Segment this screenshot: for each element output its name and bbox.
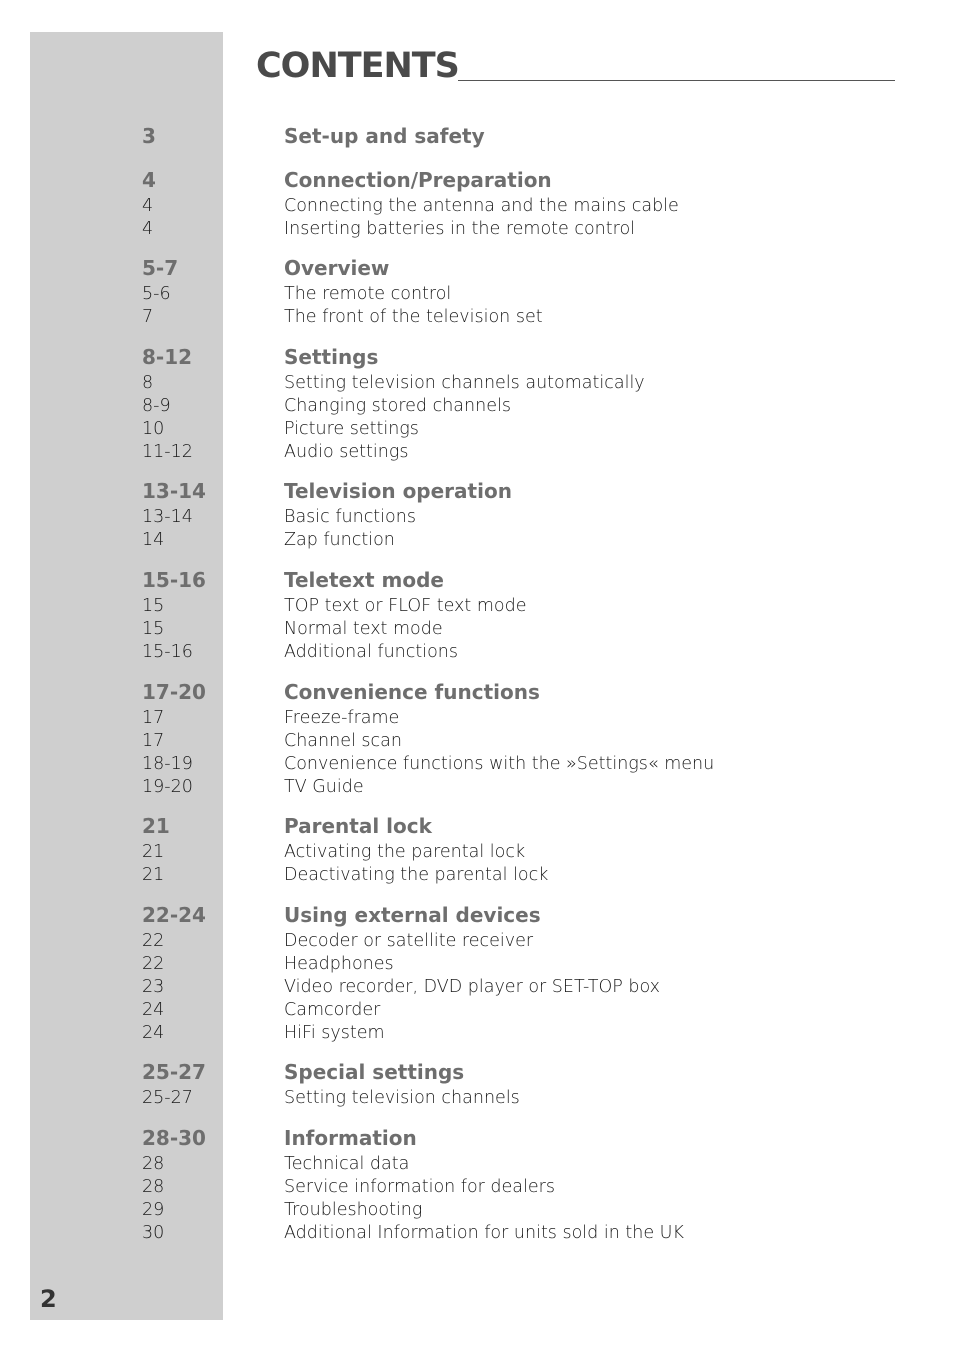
entry-page-number: 15 <box>142 619 165 639</box>
toc-entry[interactable] <box>0 507 954 530</box>
section-page-number: 3 <box>142 124 156 148</box>
entry-page-number: 14 <box>142 530 165 550</box>
toc-entry[interactable] <box>0 842 954 865</box>
entry-page-number: 4 <box>142 196 154 216</box>
toc-section <box>0 814 954 888</box>
section-title: Special settings <box>284 1060 465 1084</box>
toc-entry[interactable] <box>0 442 954 465</box>
entry-title: Connecting the antenna and the mains cable <box>284 196 679 216</box>
entry-title: Activating the parental lock <box>284 842 526 862</box>
entry-page-number: 22 <box>142 954 165 974</box>
toc-entry[interactable] <box>0 284 954 307</box>
section-page-number: 17-20 <box>142 680 206 704</box>
toc-entry[interactable] <box>0 1088 954 1111</box>
entry-page-number: 18-19 <box>142 754 193 774</box>
entry-page-number: 28 <box>142 1154 165 1174</box>
toc-section <box>0 124 954 152</box>
toc-entry[interactable] <box>0 865 954 888</box>
entry-page-number: 24 <box>142 1000 165 1020</box>
entry-title: HiFi system <box>284 1023 385 1043</box>
page-number: 2 <box>40 1285 57 1313</box>
entry-page-number: 23 <box>142 977 165 997</box>
entry-title: Troubleshooting <box>284 1200 423 1220</box>
toc-entry[interactable] <box>0 396 954 419</box>
toc-entry[interactable] <box>0 1000 954 1023</box>
title-rule <box>458 80 895 81</box>
entry-page-number: 22 <box>142 931 165 951</box>
entry-title: Additional Information for units sold in the UK <box>284 1223 684 1243</box>
toc-entry[interactable] <box>0 777 954 800</box>
toc-section <box>0 256 954 330</box>
entry-title: Changing stored channels <box>284 396 511 416</box>
toc-section <box>0 1126 954 1246</box>
section-title: Parental lock <box>284 814 432 838</box>
toc-entry[interactable] <box>0 530 954 553</box>
toc-entry[interactable] <box>0 596 954 619</box>
section-heading[interactable] <box>0 1060 954 1088</box>
section-heading[interactable] <box>0 124 954 152</box>
toc-section <box>0 568 954 665</box>
toc-entry[interactable] <box>0 419 954 442</box>
toc-entry[interactable] <box>0 373 954 396</box>
section-page-number: 4 <box>142 168 156 192</box>
toc-section <box>0 1060 954 1111</box>
entry-page-number: 15-16 <box>142 642 193 662</box>
entry-title: Deactivating the parental lock <box>284 865 549 885</box>
section-title: Connection/Preparation <box>284 168 552 192</box>
entry-page-number: 24 <box>142 1023 165 1043</box>
entry-title: Convenience functions with the »Settings« menu <box>284 754 715 774</box>
entry-title: The front of the television set <box>284 307 543 327</box>
section-page-number: 22-24 <box>142 903 206 927</box>
section-title: Settings <box>284 345 379 369</box>
toc-entry[interactable] <box>0 954 954 977</box>
entry-page-number: 7 <box>142 307 154 327</box>
toc-section <box>0 479 954 553</box>
entry-title: Channel scan <box>284 731 402 751</box>
entry-page-number: 30 <box>142 1223 165 1243</box>
page-title: CONTENTS <box>256 46 459 86</box>
section-heading[interactable] <box>0 256 954 284</box>
toc-entry[interactable] <box>0 1154 954 1177</box>
entry-page-number: 17 <box>142 731 165 751</box>
toc-section <box>0 903 954 1046</box>
entry-page-number: 8 <box>142 373 154 393</box>
section-title: Set-up and safety <box>284 124 485 148</box>
section-title: Information <box>284 1126 417 1150</box>
entry-page-number: 11-12 <box>142 442 193 462</box>
section-page-number: 13-14 <box>142 479 206 503</box>
section-heading[interactable] <box>0 345 954 373</box>
toc-entry[interactable] <box>0 619 954 642</box>
toc-entry[interactable] <box>0 1200 954 1223</box>
section-heading[interactable] <box>0 568 954 596</box>
entry-title: Technical data <box>284 1154 410 1174</box>
entry-page-number: 19-20 <box>142 777 193 797</box>
entry-title: Audio settings <box>284 442 409 462</box>
entry-title: The remote control <box>284 284 452 304</box>
section-page-number: 8-12 <box>142 345 193 369</box>
entry-title: TV Guide <box>284 777 364 797</box>
entry-page-number: 21 <box>142 865 165 885</box>
toc-entry[interactable] <box>0 307 954 330</box>
entry-page-number: 15 <box>142 596 165 616</box>
section-title: Television operation <box>284 479 512 503</box>
entry-title: Zap function <box>284 530 395 550</box>
entry-page-number: 5-6 <box>142 284 171 304</box>
entry-page-number: 25-27 <box>142 1088 193 1108</box>
section-heading[interactable] <box>0 1126 954 1154</box>
section-heading[interactable] <box>0 680 954 708</box>
section-page-number: 15-16 <box>142 568 206 592</box>
section-heading[interactable] <box>0 814 954 842</box>
entry-title: Picture settings <box>284 419 419 439</box>
entry-title: Setting television channels <box>284 1088 520 1108</box>
toc-section <box>0 345 954 465</box>
entry-title: Basic functions <box>284 507 416 527</box>
entry-title: Camcorder <box>284 1000 381 1020</box>
toc-entry[interactable] <box>0 1023 954 1046</box>
toc-entry[interactable] <box>0 642 954 665</box>
toc-entry[interactable] <box>0 731 954 754</box>
toc-entry[interactable] <box>0 1177 954 1200</box>
entry-title: Service information for dealers <box>284 1177 555 1197</box>
entry-title: Decoder or satellite receiver <box>284 931 534 951</box>
section-heading[interactable] <box>0 168 954 196</box>
entry-page-number: 17 <box>142 708 165 728</box>
section-heading[interactable] <box>0 903 954 931</box>
entry-page-number: 13-14 <box>142 507 193 527</box>
entry-page-number: 8-9 <box>142 396 171 416</box>
toc-entry[interactable] <box>0 977 954 1000</box>
toc-entry[interactable] <box>0 708 954 731</box>
toc-entry[interactable] <box>0 931 954 954</box>
entry-page-number: 29 <box>142 1200 165 1220</box>
section-title: Using external devices <box>284 903 541 927</box>
section-heading[interactable] <box>0 479 954 507</box>
entry-title: TOP text or FLOF text mode <box>284 596 527 616</box>
entry-page-number: 28 <box>142 1177 165 1197</box>
entry-title: Additional functions <box>284 642 459 662</box>
entry-page-number: 4 <box>142 219 154 239</box>
entry-title: Headphones <box>284 954 394 974</box>
toc-entry[interactable] <box>0 219 954 242</box>
toc-entry[interactable] <box>0 1223 954 1246</box>
section-title: Convenience functions <box>284 680 540 704</box>
section-page-number: 25-27 <box>142 1060 206 1084</box>
entry-title: Inserting batteries in the remote control <box>284 219 636 239</box>
section-page-number: 5-7 <box>142 256 179 280</box>
section-title: Overview <box>284 256 390 280</box>
entry-title: Setting television channels automatically <box>284 373 645 393</box>
section-page-number: 21 <box>142 814 170 838</box>
entry-title: Freeze-frame <box>284 708 400 728</box>
toc-section <box>0 680 954 800</box>
toc-section <box>0 168 954 242</box>
toc-entry[interactable] <box>0 754 954 777</box>
toc-entry[interactable] <box>0 196 954 219</box>
section-page-number: 28-30 <box>142 1126 206 1150</box>
entry-title: Video recorder, DVD player or SET-TOP box <box>284 977 660 997</box>
entry-page-number: 21 <box>142 842 165 862</box>
entry-title: Normal text mode <box>284 619 443 639</box>
entry-page-number: 10 <box>142 419 165 439</box>
section-title: Teletext mode <box>284 568 444 592</box>
